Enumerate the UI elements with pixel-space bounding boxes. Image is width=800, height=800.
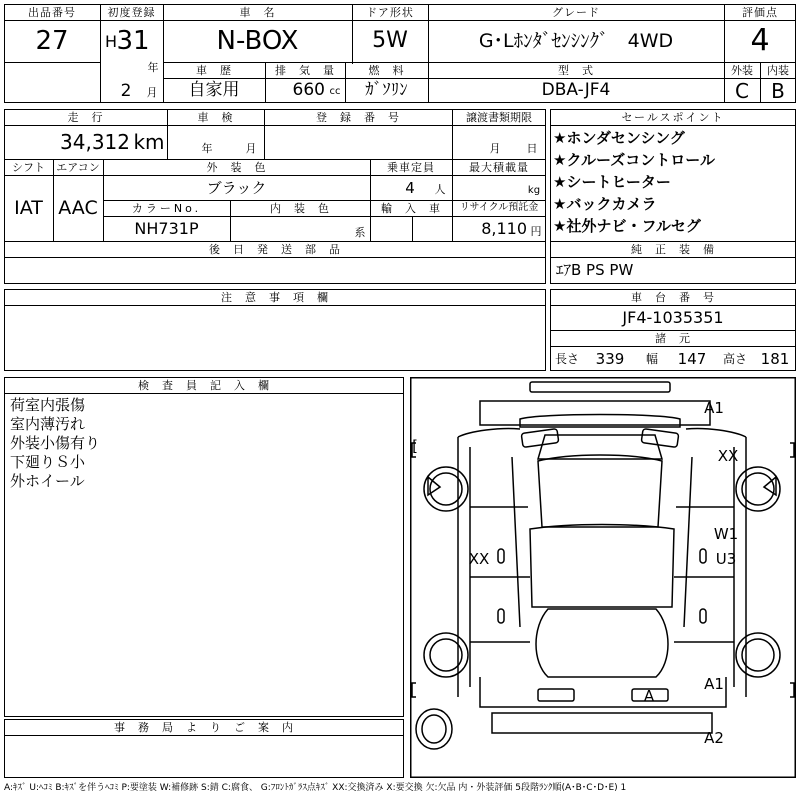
length: 339 [595, 349, 625, 368]
import-label: 輸 入 車 [381, 201, 441, 215]
inspection-month-unit: 月 [245, 141, 257, 155]
model-label: 型 式 [558, 63, 594, 77]
load-unit: kg [527, 185, 541, 196]
equipment: ｴｱB PS PW [556, 261, 634, 279]
history-label: 車 歴 [196, 63, 232, 77]
mark-right-side-1: W1 [713, 524, 739, 543]
width-label: 幅 [645, 352, 658, 366]
chassis-no-label: 車 台 番 号 [631, 290, 715, 304]
mark-left-side: XX [468, 549, 490, 568]
sales-points-label: セールスポイント [621, 110, 725, 124]
capacity-unit: 人 [434, 182, 446, 196]
height-label: 高さ [722, 352, 747, 366]
exterior-color-label: 外 装 色 [206, 160, 267, 174]
interior-color-label: 内 装 色 [270, 201, 330, 215]
inspector-note: 下廻りＳ小 [10, 453, 86, 471]
grade: G･Lﾎﾝﾀﾞｾﾝｼﾝｸﾞ 4WD [478, 29, 674, 52]
shift: IAT [14, 196, 43, 219]
inspection-year-unit: 年 [201, 141, 213, 155]
sales-point: ★ホンダセンシング [553, 129, 685, 147]
score-label: 評価点 [742, 5, 778, 19]
grade-label: グレード [552, 5, 600, 19]
ac: AAC [58, 196, 98, 219]
recycle-unit: 円 [530, 224, 542, 238]
recycle-fee: 8,110 [481, 219, 527, 238]
mileage: 34,312 [60, 130, 130, 154]
mark-right-side-2: U3 [715, 549, 737, 568]
shift-label: シフト [12, 160, 45, 174]
interior-color-unit: 系 [354, 225, 366, 239]
chassis-no: JF4-1035351 [622, 307, 724, 327]
interior-label: 内装 [767, 63, 789, 77]
reg-month: 2 [120, 80, 132, 101]
first-reg-label: 初度登録 [107, 5, 156, 19]
history: 自家用 [188, 80, 240, 100]
width: 147 [677, 349, 707, 368]
displacement-label: 排 気 量 [275, 63, 335, 77]
ac-label: エアコン [56, 160, 100, 174]
inspection-label: 車 検 [197, 110, 234, 124]
length-label: 長さ [554, 352, 579, 366]
inspector-notes [10, 396, 390, 491]
mark-bumper-rear: A [643, 686, 655, 705]
inspector-label: 検 査 員 記 入 欄 [138, 378, 270, 392]
door-type: 5W [372, 28, 408, 53]
capacity-label: 乗車定員 [387, 160, 435, 174]
inspector-note: 外ホイール [10, 472, 85, 490]
dims-label: 諸 元 [655, 331, 691, 345]
load-label: 最大積載量 [469, 160, 529, 174]
sales-points-list [553, 127, 793, 237]
mark-front-left: [ [412, 436, 418, 455]
fuel: ｶﾞｿﾘﾝ [365, 80, 408, 100]
model: DBA-JF4 [541, 80, 611, 100]
inspector-note: 室内薄汚れ [10, 415, 86, 433]
transfer-day-unit: 日 [526, 141, 538, 155]
inspector-note: 荷室内張傷 [10, 396, 86, 414]
later-parts-label: 後 日 発 送 部 品 [209, 242, 341, 256]
recycle-label: リサイクル預託金 [459, 202, 539, 213]
transfer-month-unit: 月 [489, 141, 501, 155]
capacity: 4 [405, 178, 415, 197]
mark-rear: A2 [704, 728, 724, 747]
displacement: 660 [292, 80, 325, 100]
reg-era: H [104, 32, 118, 51]
exterior-label: 外装 [731, 63, 753, 77]
sales-point: ★社外ナビ・フルセグ [553, 217, 701, 235]
score: 4 [750, 23, 770, 58]
door-label: ドア形状 [366, 5, 414, 19]
mileage-label: 走 行 [67, 110, 104, 124]
lot-no-label: 出品番号 [28, 5, 76, 19]
transfer-docs-label: 譲渡書類期限 [466, 110, 532, 124]
height: 181 [760, 349, 790, 368]
lot-no: 27 [35, 26, 69, 56]
color-no-label: カラーNo. [131, 201, 202, 215]
office-label: 事 務 局 よ り ご 案 内 [114, 720, 294, 734]
exterior-grade: C [735, 78, 749, 103]
mark-rear-right: A1 [704, 674, 724, 693]
car-name-label: 車 名 [239, 5, 276, 19]
inspector-note: 外装小傷有り [10, 434, 101, 452]
mark-front-right: XX [717, 446, 739, 465]
equipment-label: 純 正 装 備 [631, 242, 715, 256]
month-unit: 月 [146, 85, 158, 99]
displacement-unit: cc [329, 86, 341, 97]
legend: A:ｷｽﾞ U:ﾍｺﾐ B:ｷｽﾞを伴うﾍｺﾐ P:要塗装 W:補修跡 S:錆 C:腐食、 G:ﾌﾛﾝﾄｶﾞﾗｽ点ｷｽﾞ XX:交換済み X:要交換 欠:欠品 内・外装評価 5段階ﾗﾝｸ順(A･B･C･D･E) 1 [4, 782, 627, 793]
caution-label: 注 意 事 項 欄 [221, 290, 329, 304]
sales-point: ★シートヒーター [553, 173, 671, 191]
sales-point: ★クルーズコントロール [553, 151, 715, 169]
plate-label: 登 録 番 号 [316, 110, 400, 124]
color-no: NH731P [134, 218, 199, 238]
reg-year: 31 [116, 26, 150, 56]
car-name: N-BOX [216, 26, 299, 56]
interior-grade: B [771, 78, 785, 103]
fuel-label: 燃 料 [368, 63, 405, 77]
exterior-color: ブラック [206, 178, 267, 197]
year-unit: 年 [147, 60, 159, 74]
mark-front: A1 [704, 398, 724, 417]
mileage-unit: km [133, 130, 165, 154]
sales-point: ★バックカメラ [553, 195, 657, 213]
car-damage-diagram [410, 377, 796, 778]
